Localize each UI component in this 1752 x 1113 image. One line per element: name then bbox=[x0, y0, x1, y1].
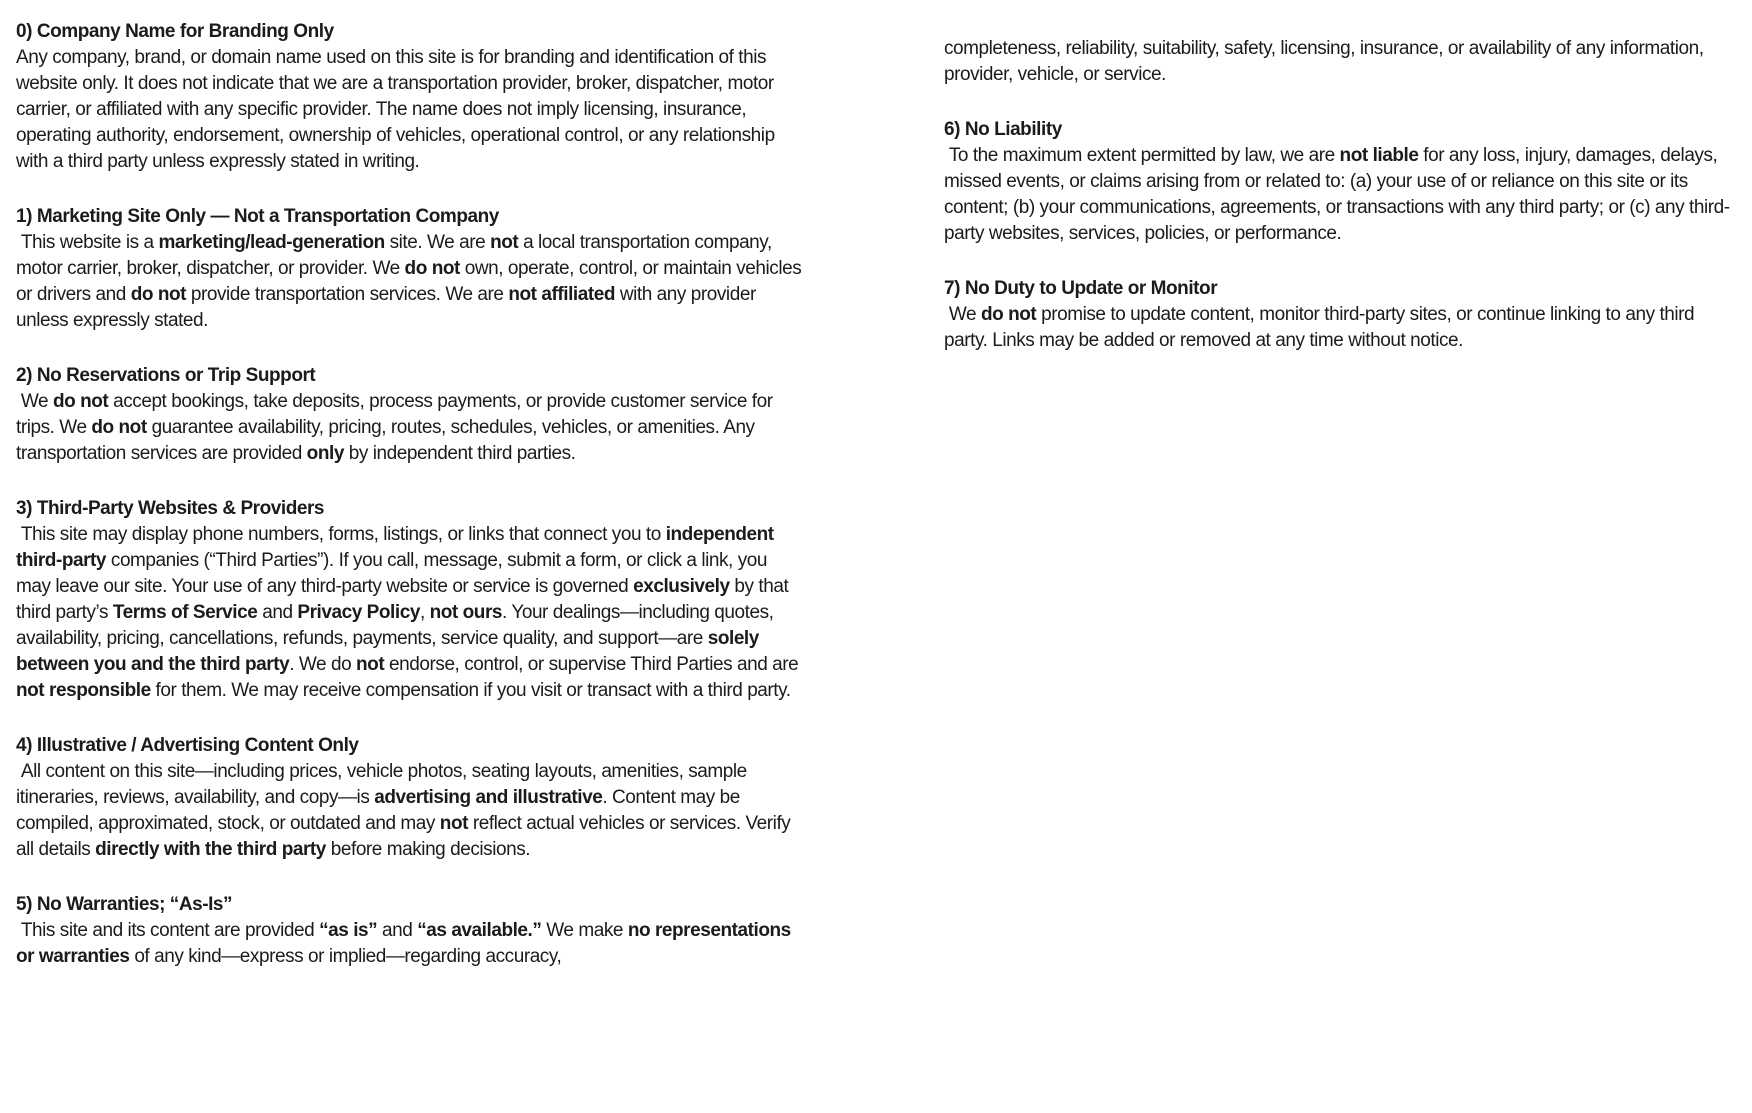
text-run: reflect actual vehicles or services. Verify all details bbox=[16, 813, 796, 860]
text-run: Any company, brand, or domain name used on this site is for branding and identification of this website only. It does not indicate that we are a transportation provider, broker, dispatcher, motor carrier, or affiliated with any specific provider. The name does not imply licensing, insurance, operating authority, endorsement, ownership of vehicles, operational control, or any relationship with a third party unless expressly stated in writing. bbox=[16, 47, 780, 172]
bold-text-run: solely between you and the third party bbox=[16, 628, 764, 675]
section-paragraph bbox=[944, 143, 1732, 247]
text-run: This website is a bbox=[16, 232, 159, 253]
bold-text-run: do not bbox=[980, 304, 1037, 325]
section-paragraph bbox=[16, 45, 804, 175]
text-run: for any loss, injury, damages, delays, missed events, or claims arising from or related to: (a) your use of or reliance on this site or its content; (b) your communications, agreements, or transactions with any third party; or (c) any third-party websites, services, policies, or performance. bbox=[944, 145, 1730, 244]
text-run: companies (“Third Parties”). If you call, message, submit a form, or click a link, you may leave our site. Your use of any third-party website or service is governed bbox=[16, 550, 772, 597]
bold-text-run: not bbox=[439, 813, 468, 834]
section-heading: 1) Marketing Site Only — Not a Transportation Company bbox=[16, 206, 499, 227]
text-run: provide transportation services. We are bbox=[186, 284, 509, 305]
text-run: This site may display phone numbers, forms, listings, or links that connect you to bbox=[16, 524, 666, 545]
bold-text-run: “as is” bbox=[319, 920, 378, 941]
section-paragraph bbox=[16, 522, 804, 704]
disclaimer-section bbox=[16, 19, 804, 175]
bold-text-run: do not bbox=[52, 391, 109, 412]
bold-text-run: not bbox=[356, 654, 385, 675]
text-run: by that third party’s bbox=[16, 576, 794, 623]
text-run: before making decisions. bbox=[325, 839, 531, 860]
disclaimer-section bbox=[944, 36, 1732, 88]
bold-text-run: do not bbox=[404, 258, 460, 279]
text-run: guarantee availability, pricing, routes, schedules, vehicles, or amenities. Any transportation services are provided bbox=[16, 417, 760, 464]
bold-text-run: not bbox=[490, 232, 519, 253]
text-run: . Content may be compiled, approximated, stock, or outdated and may bbox=[16, 787, 745, 834]
section-paragraph bbox=[16, 759, 804, 863]
section-paragraph bbox=[16, 230, 807, 334]
bold-text-run: do not bbox=[91, 417, 147, 438]
bold-text-run: Privacy Policy bbox=[297, 602, 420, 623]
section-heading: 6) No Liability bbox=[944, 119, 1062, 140]
bold-text-run: do not bbox=[130, 284, 187, 305]
left-column bbox=[16, 19, 807, 970]
bold-text-run: marketing/lead-generation bbox=[158, 232, 385, 253]
section-heading: 7) No Duty to Update or Monitor bbox=[944, 278, 1218, 299]
bold-text-run: exclusively bbox=[633, 576, 730, 597]
bold-text-run: not responsible bbox=[16, 680, 151, 701]
section-heading: 4) Illustrative / Advertising Content Only bbox=[16, 735, 359, 756]
text-run: promise to update content, monitor third-party sites, or continue linking to any third party. Links may be added or removed at any time without notice. bbox=[944, 304, 1700, 351]
bold-text-run: no representations or warranties bbox=[16, 920, 796, 967]
text-run: site. We are bbox=[384, 232, 491, 253]
bold-text-run: independent third-party bbox=[16, 524, 779, 571]
section-paragraph bbox=[16, 918, 804, 970]
text-run: This site and its content are provided bbox=[16, 920, 320, 941]
text-run: by independent third parties. bbox=[343, 443, 576, 464]
text-run: . Your dealings—including quotes, availability, pricing, cancellations, refunds, payments, service quality, and support—are bbox=[16, 602, 779, 649]
text-run: completeness, reliability, suitability, safety, licensing, insurance, or availability of any information, provider, vehicle, or service. bbox=[944, 38, 1709, 85]
disclaimer-section bbox=[16, 733, 804, 863]
text-run: accept bookings, take deposits, process payments, or provide customer service for trips. We bbox=[16, 391, 778, 438]
section-paragraph-continuation bbox=[944, 36, 1732, 88]
bold-text-run: not affiliated bbox=[508, 284, 616, 305]
bold-text-run: not ours bbox=[429, 602, 503, 623]
disclaimer-section bbox=[16, 496, 804, 704]
text-run: endorse, control, or supervise Third Parties and are bbox=[384, 654, 804, 675]
text-run: own, operate, control, or maintain vehicles or drivers and bbox=[16, 258, 807, 305]
disclaimer-section bbox=[16, 363, 804, 467]
disclaimer-section bbox=[944, 117, 1732, 247]
text-run: of any kind—express or implied—regarding accuracy, bbox=[129, 946, 562, 967]
section-heading: 0) Company Name for Branding Only bbox=[16, 21, 334, 42]
text-run: To the maximum extent permitted by law, we are bbox=[944, 145, 1340, 166]
disclaimer-section bbox=[944, 276, 1732, 354]
bold-text-run: Terms of Service bbox=[112, 602, 258, 623]
section-heading: 5) No Warranties; “As-Is” bbox=[16, 894, 233, 915]
text-run: and bbox=[377, 920, 418, 941]
bold-text-run: directly with the third party bbox=[95, 839, 326, 860]
section-heading: 2) No Reservations or Trip Support bbox=[16, 365, 316, 386]
bold-text-run: “as available.” bbox=[417, 920, 542, 941]
disclaimer-section bbox=[16, 892, 804, 970]
section-heading: 3) Third-Party Websites & Providers bbox=[16, 498, 325, 519]
right-column bbox=[944, 19, 1732, 354]
text-run: a local transportation company, motor carrier, broker, dispatcher, or provider. We bbox=[16, 232, 777, 279]
text-run: We bbox=[16, 391, 53, 412]
text-run: . We do bbox=[289, 654, 357, 675]
section-paragraph bbox=[16, 389, 804, 467]
text-run: and bbox=[257, 602, 298, 623]
bold-text-run: not liable bbox=[1339, 145, 1419, 166]
text-run: We make bbox=[541, 920, 628, 941]
text-run: We bbox=[944, 304, 981, 325]
bold-text-run: advertising and illustrative bbox=[374, 787, 603, 808]
text-run: All content on this site—including prices, vehicle photos, seating layouts, amenities, sample itineraries, reviews, availability, and copy—is bbox=[16, 761, 752, 808]
bold-text-run: only bbox=[306, 443, 344, 464]
text-run: , bbox=[419, 602, 430, 623]
text-run: with any provider unless expressly stated. bbox=[16, 284, 761, 331]
section-paragraph bbox=[944, 302, 1732, 354]
text-run: for them. We may receive compensation if you visit or transact with a third party. bbox=[150, 680, 791, 701]
disclaimer-section bbox=[16, 204, 807, 334]
